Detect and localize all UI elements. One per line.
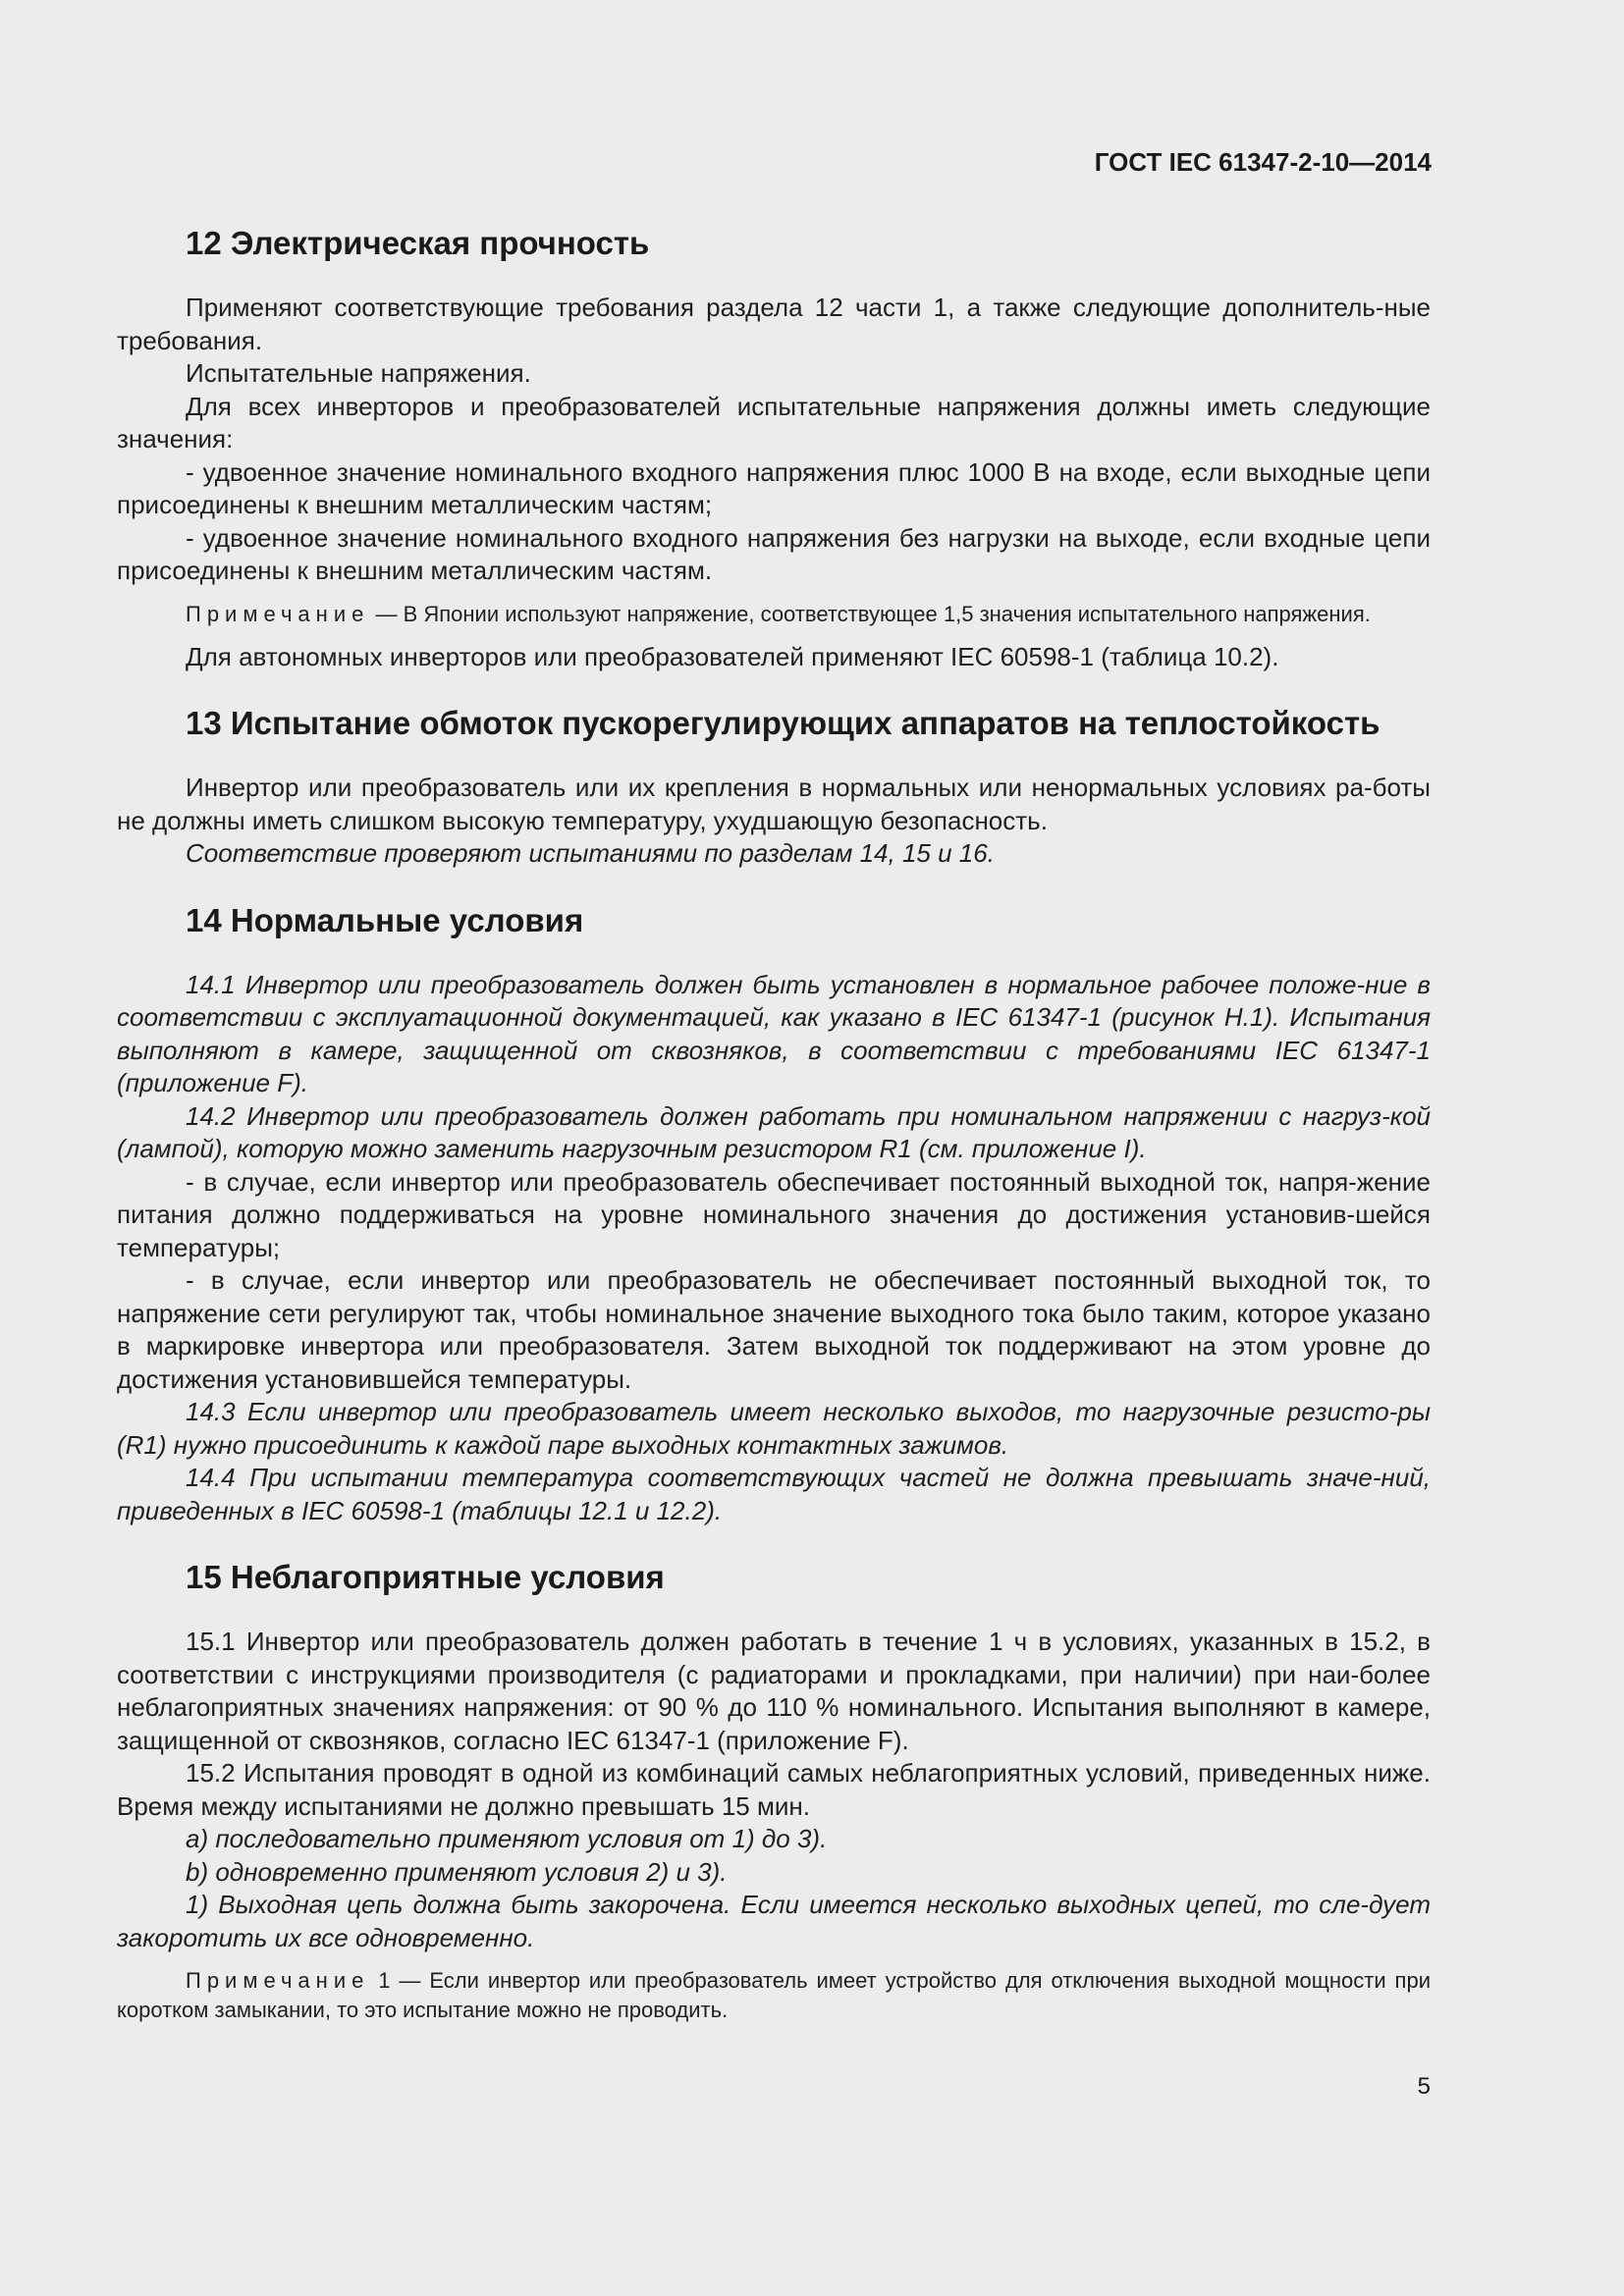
paragraph: Испытательные напряжения. bbox=[186, 358, 531, 388]
paragraph: Для автономных инверторов или преобразователей применяют IEC 60598-1 (таблица 10.2). bbox=[186, 641, 1279, 671]
section-12-title: 12 Электрическая прочность bbox=[186, 225, 650, 261]
note-text: 1 — Если инвертор или преобразователь имеет устройство для отключения выходной мощности при коротком замыкании, то это испытание можно не проводить. bbox=[117, 1968, 1431, 2022]
list-item: b) одновременно применяют условия 2) и 3). bbox=[186, 1856, 728, 1887]
note bbox=[117, 1966, 1431, 2025]
note bbox=[117, 600, 1431, 629]
list-item: - удвоенное значение номинального входного напряжения без нагрузки на выходе, если входные цепи присоединены к внешним металлическим частям. bbox=[117, 522, 1431, 585]
list-item: - в случае, если инвертор или преобразователь не обеспечивает постоянный выходной ток, то напряжение сети регулируют так, чтобы номинальное значение выходного тока было таким, которое указано в маркировке инвертора или преобразователя. Затем выходной ток поддерживают на этом уровне до достижения установившейся температуры. bbox=[117, 1265, 1431, 1394]
clause-14-3: 14.3 Если инвертор или преобразователь имеет несколько выходов, то нагрузочные резисто-ры (R1) нужно присоединить к каждой паре выходных контактных зажимов. bbox=[117, 1397, 1431, 1460]
list-item: 1) Выходная цепь должна быть закорочена. Если имеется несколько выходных цепей, то сле-дует закоротить их все одновременно. bbox=[117, 1890, 1431, 1952]
list-item: - в случае, если инвертор или преобразователь обеспечивает постоянный выходной ток, напря-жение питания должно поддерживаться на уровне номинального значения до достижения установив-шейся температуры; bbox=[117, 1166, 1431, 1262]
paragraph: Для всех инверторов и преобразователей испытательные напряжения должны иметь следующие значения: bbox=[117, 391, 1431, 454]
note-label: Примечание bbox=[186, 1968, 370, 1993]
section-15-title: 15 Неблагоприятные условия bbox=[186, 1559, 665, 1595]
note-label: Примечание bbox=[186, 601, 370, 626]
list-item: a) последовательно применяют условия от 1) до 3). bbox=[186, 1824, 828, 1853]
section-14-title: 14 Нормальные условия bbox=[186, 901, 584, 938]
paragraph: Инвертор или преобразователь или их крепления в нормальных или ненормальных условиях ра-боты не должны иметь слишком высокую температуру, ухудшающую безопасность. bbox=[117, 773, 1431, 835]
standard-code-header: ГОСТ IEC 61347-2-10—2014 bbox=[1094, 147, 1432, 177]
section-13-title: 13 Испытание обмоток пускорегулирующих аппаратов на теплостойкость bbox=[186, 705, 1380, 741]
page-content bbox=[117, 221, 1431, 2037]
page-number: 5 bbox=[1417, 2073, 1431, 2100]
clause-14-2: 14.2 Инвертор или преобразователь должен работать при номинальном напряжении с нагруз-кой (лампой), которую можно заменить нагрузочным резистором R1 (см. приложение I). bbox=[117, 1100, 1431, 1163]
clause-14-4: 14.4 При испытании температура соответствующих частей не должна превышать значе-ний, приведенных в IEC 60598-1 (таблицы 12.1 и 12.2). bbox=[117, 1463, 1431, 1525]
clause-14-1: 14.1 Инвертор или преобразователь должен быть установлен в нормальное рабочее положе-ние в соответствии с эксплуатационной документацией, как указано в IEC 61347-1 (рисунок Н.1). Испытания выполняют в камере, защищенной от сквозняков, в соответствии с требованиями IEC 61347-1 (приложение F). bbox=[117, 969, 1431, 1097]
paragraph: Применяют соответствующие требования раздела 12 части 1, а также следующие дополнитель-ные требования. bbox=[117, 293, 1431, 355]
compliance-statement: Соответствие проверяют испытаниями по разделам 14, 15 и 16. bbox=[186, 838, 995, 868]
clause-15-1: 15.1 Инвертор или преобразователь должен работать в течение 1 ч в условиях, указанных в 15.2, в соответствии с инструкциями производителя (с радиаторами и прокладками, при наличии) при наи-более неблагоприятных значениях напряжения: от 90 % до 110 % номинального. Испытания выполняют в камере, защищенной от сквозняков, согласно IEC 61347-1 (приложение F). bbox=[117, 1627, 1431, 1755]
list-item: - удвоенное значение номинального входного напряжения плюс 1000 В на входе, если выходные цепи присоединены к внешним металлическим частям; bbox=[117, 456, 1431, 519]
note-text: — В Японии используют напряжение, соответствующее 1,5 значения испытательного напряжения. bbox=[369, 601, 1371, 626]
clause-15-2: 15.2 Испытания проводят в одной из комбинаций самых неблагоприятных условий, приведенных ниже. Время между испытаниями не должно превышать 15 мин. bbox=[117, 1758, 1431, 1821]
